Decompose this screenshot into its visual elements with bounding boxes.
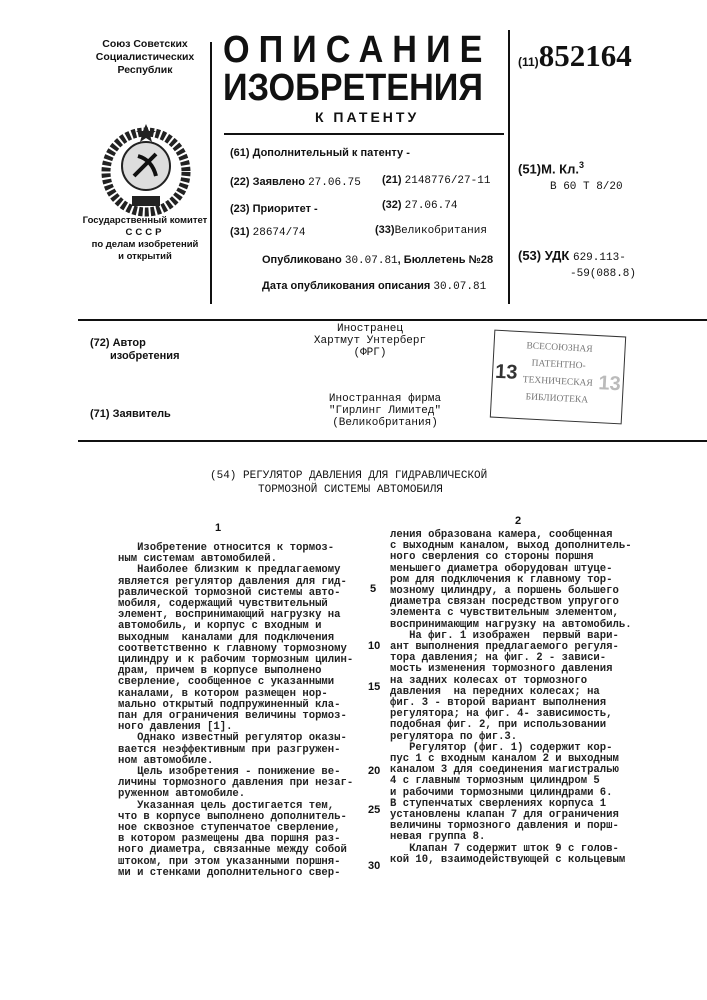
author-label: изобретения bbox=[110, 350, 180, 362]
field-22 bbox=[230, 176, 361, 189]
field-label: (32) bbox=[382, 199, 402, 211]
field-label: (51)М. Кл. bbox=[518, 161, 579, 176]
field-value: 27.06.75 bbox=[308, 177, 361, 189]
field-23: (23) Приоритет - bbox=[230, 203, 318, 215]
committee-name bbox=[70, 215, 220, 263]
field-sup: 3 bbox=[579, 160, 584, 170]
field-label: Опубликовано bbox=[262, 254, 342, 266]
applicant-value bbox=[305, 393, 465, 429]
patent-page bbox=[0, 0, 707, 1000]
doc-subtitle: К ПАТЕНТУ bbox=[315, 109, 419, 125]
line-number: 5 bbox=[370, 583, 376, 595]
doc-title-line2: ИЗОБРЕТЕНИЯ bbox=[223, 70, 483, 106]
stamp-line: БИБЛИОТЕКА bbox=[517, 389, 596, 410]
committee-line: по делам изобретений bbox=[70, 239, 220, 251]
author-line: Иностранец bbox=[300, 323, 440, 335]
field-value: 27.06.74 bbox=[405, 200, 458, 212]
field-61: (61) Дополнительный к патенту - bbox=[230, 147, 410, 159]
author-label: (72) Автор bbox=[90, 337, 146, 349]
field-value: Великобритания bbox=[395, 225, 487, 237]
doc-title-line1: ОПИСАНИЕ bbox=[223, 32, 491, 68]
divider bbox=[78, 440, 707, 442]
author-line: Хартмут Унтерберг bbox=[300, 335, 440, 347]
line-number: 30 bbox=[368, 860, 380, 872]
divider bbox=[508, 30, 510, 304]
line-number: 20 bbox=[368, 765, 380, 777]
field-value: 28674/74 bbox=[253, 227, 306, 239]
text-column-right: ления образована камера, сообщенная с выходным каналом, выход дополнитель- ного сверления со стороны поршня меньшего диаметра оборудован штуце- ром для подключения к главному тор- мозному цилиндру, а поршень большего диаметра связан посредством упругого элемента с чувствительным элементом, воспринимающим нагрузку на автомобиль. На фиг. 1 изображен первый вари- ант выполнения предлагаемого регуля- тора давления; на фиг. 2 - зависи- мость изменения тормозного давления на задних колесах от тормозного давления на передних колесах; на фиг. 3 - второй вариант выполнения регулятора; на фиг. 4- зависимость, подобная фиг. 2, при использовании регулятора по фиг.3. Регулятор (фиг. 1) содержит кор- пус 1 с входным каналом 2 и выходным каналом 3 для соединения магистралью 4 с главным тормозным цилиндром 5 и рабочими тормозными цилиндрами 6. В ступенчатых сверлениях корпуса 1 установлены клапан 7 для ограничения величины тормозного давления и порш- невая группа 8. Клапан 7 содержит шток 9 с голов- кой 10, взаимодействующей с кольцевым bbox=[390, 530, 632, 866]
committee-line: и открытий bbox=[70, 251, 220, 263]
field-32 bbox=[382, 199, 457, 212]
invention-title-line1: (54) РЕГУЛЯТОР ДАВЛЕНИЯ ДЛЯ ГИДРАВЛИЧЕСКОЙ bbox=[210, 470, 487, 482]
field-value: 629.113- bbox=[573, 252, 626, 264]
issuer-country bbox=[80, 38, 210, 77]
patent-number bbox=[518, 38, 632, 74]
field-label: (31) bbox=[230, 226, 250, 238]
country-line: Союз Советских bbox=[80, 38, 210, 51]
library-stamp bbox=[490, 330, 626, 425]
field-label: Дата опубликования описания bbox=[262, 280, 430, 292]
line-number: 25 bbox=[368, 804, 380, 816]
field-value: 30.07.81 bbox=[345, 255, 398, 267]
stamp-line: ВСЕСОЮЗНАЯ bbox=[520, 338, 599, 359]
applicant-line: "Гирлинг Лимитед" bbox=[305, 405, 465, 417]
field-published: Опубликовано 30.07.81, Бюллетень №28 bbox=[262, 254, 493, 267]
column-number: 1 bbox=[215, 522, 221, 534]
committee-line: Государственный комитет bbox=[70, 215, 220, 227]
field-51 bbox=[518, 160, 584, 176]
field-label: (33) bbox=[375, 224, 395, 236]
bulletin: Бюллетень №28 bbox=[404, 254, 493, 266]
divider bbox=[78, 319, 707, 321]
patent-number-code: (11) bbox=[518, 55, 539, 69]
field-33 bbox=[375, 224, 487, 237]
applicant-line: Иностранная фирма bbox=[305, 393, 465, 405]
invention-title-line2: ТОРМОЗНОЙ СИСТЕМЫ АВТОМОБИЛЯ bbox=[258, 484, 443, 496]
author-value bbox=[300, 323, 440, 359]
divider bbox=[210, 42, 212, 304]
field-label: (21) bbox=[382, 174, 402, 186]
line-number: 15 bbox=[368, 681, 380, 693]
divider bbox=[224, 133, 504, 135]
patent-number-value: 852164 bbox=[539, 38, 632, 73]
stamp-number: 13 bbox=[598, 372, 621, 395]
field-label: (22) Заявлено bbox=[230, 176, 305, 188]
stamp-line: ТЕХНИЧЕСКАЯ bbox=[518, 372, 597, 393]
field-desc-date bbox=[262, 280, 486, 293]
country-line: Республик bbox=[80, 64, 210, 77]
field-label: (53) УДК bbox=[518, 248, 569, 263]
column-number: 2 bbox=[515, 515, 521, 527]
committee-line: СССР bbox=[70, 227, 220, 239]
field-31 bbox=[230, 226, 305, 239]
field-53 bbox=[518, 248, 626, 264]
ussr-emblem-icon bbox=[98, 122, 194, 218]
field-21 bbox=[382, 174, 490, 187]
field-53-value2: -59(088.8) bbox=[570, 268, 636, 280]
country-line: Социалистических bbox=[80, 51, 210, 64]
field-value: 30.07.81 bbox=[433, 281, 486, 293]
stamp-number: 13 bbox=[495, 361, 518, 384]
author-line: (ФРГ) bbox=[300, 347, 440, 359]
line-number: 10 bbox=[368, 640, 380, 652]
field-51-value: В 60 Т 8/20 bbox=[550, 181, 623, 193]
applicant-line: (Великобритания) bbox=[305, 417, 465, 429]
stamp-line: ПАТЕНТНО- bbox=[519, 355, 598, 376]
text-column-left: Изобретение относится к тормоз- ным системам автомобилей. Наиболее близким к предлагаемому является регулятор давления для гид- равлической тормозной системы авто- мобиля, содержащий чувствительный элемент, воспринимающий нагрузку на автомобиль, и корпус с входным и выходным каналами для подключения соответственно к главному тормозному цилиндру и к рабочим тормозным цилин- драм, причем в корпусе выполнено сверление, сообщенное с указанными каналами, в котором размещен нор- мально открытый подпружиненный кла- пан для ограничения величины тормоз- ного давления [1]. Однако известный регулятор оказы- вается неэффективным при разгружен- ном автомобиле. Цель изобретения - понижение ве- личины тормозного давления при незаг- руженном автомобиле. Указанная цель достигается тем, что в корпусе выполнено дополнитель- ное сквозное ступенчатое сверление, в котором размещены два поршня раз- ного диаметра, связанные между собой штоком, при этом указанными поршня- ми и стенками дополнительного свер- bbox=[118, 543, 353, 879]
field-value: 2148776/27-11 bbox=[405, 175, 491, 187]
applicant-label: (71) Заявитель bbox=[90, 408, 171, 420]
